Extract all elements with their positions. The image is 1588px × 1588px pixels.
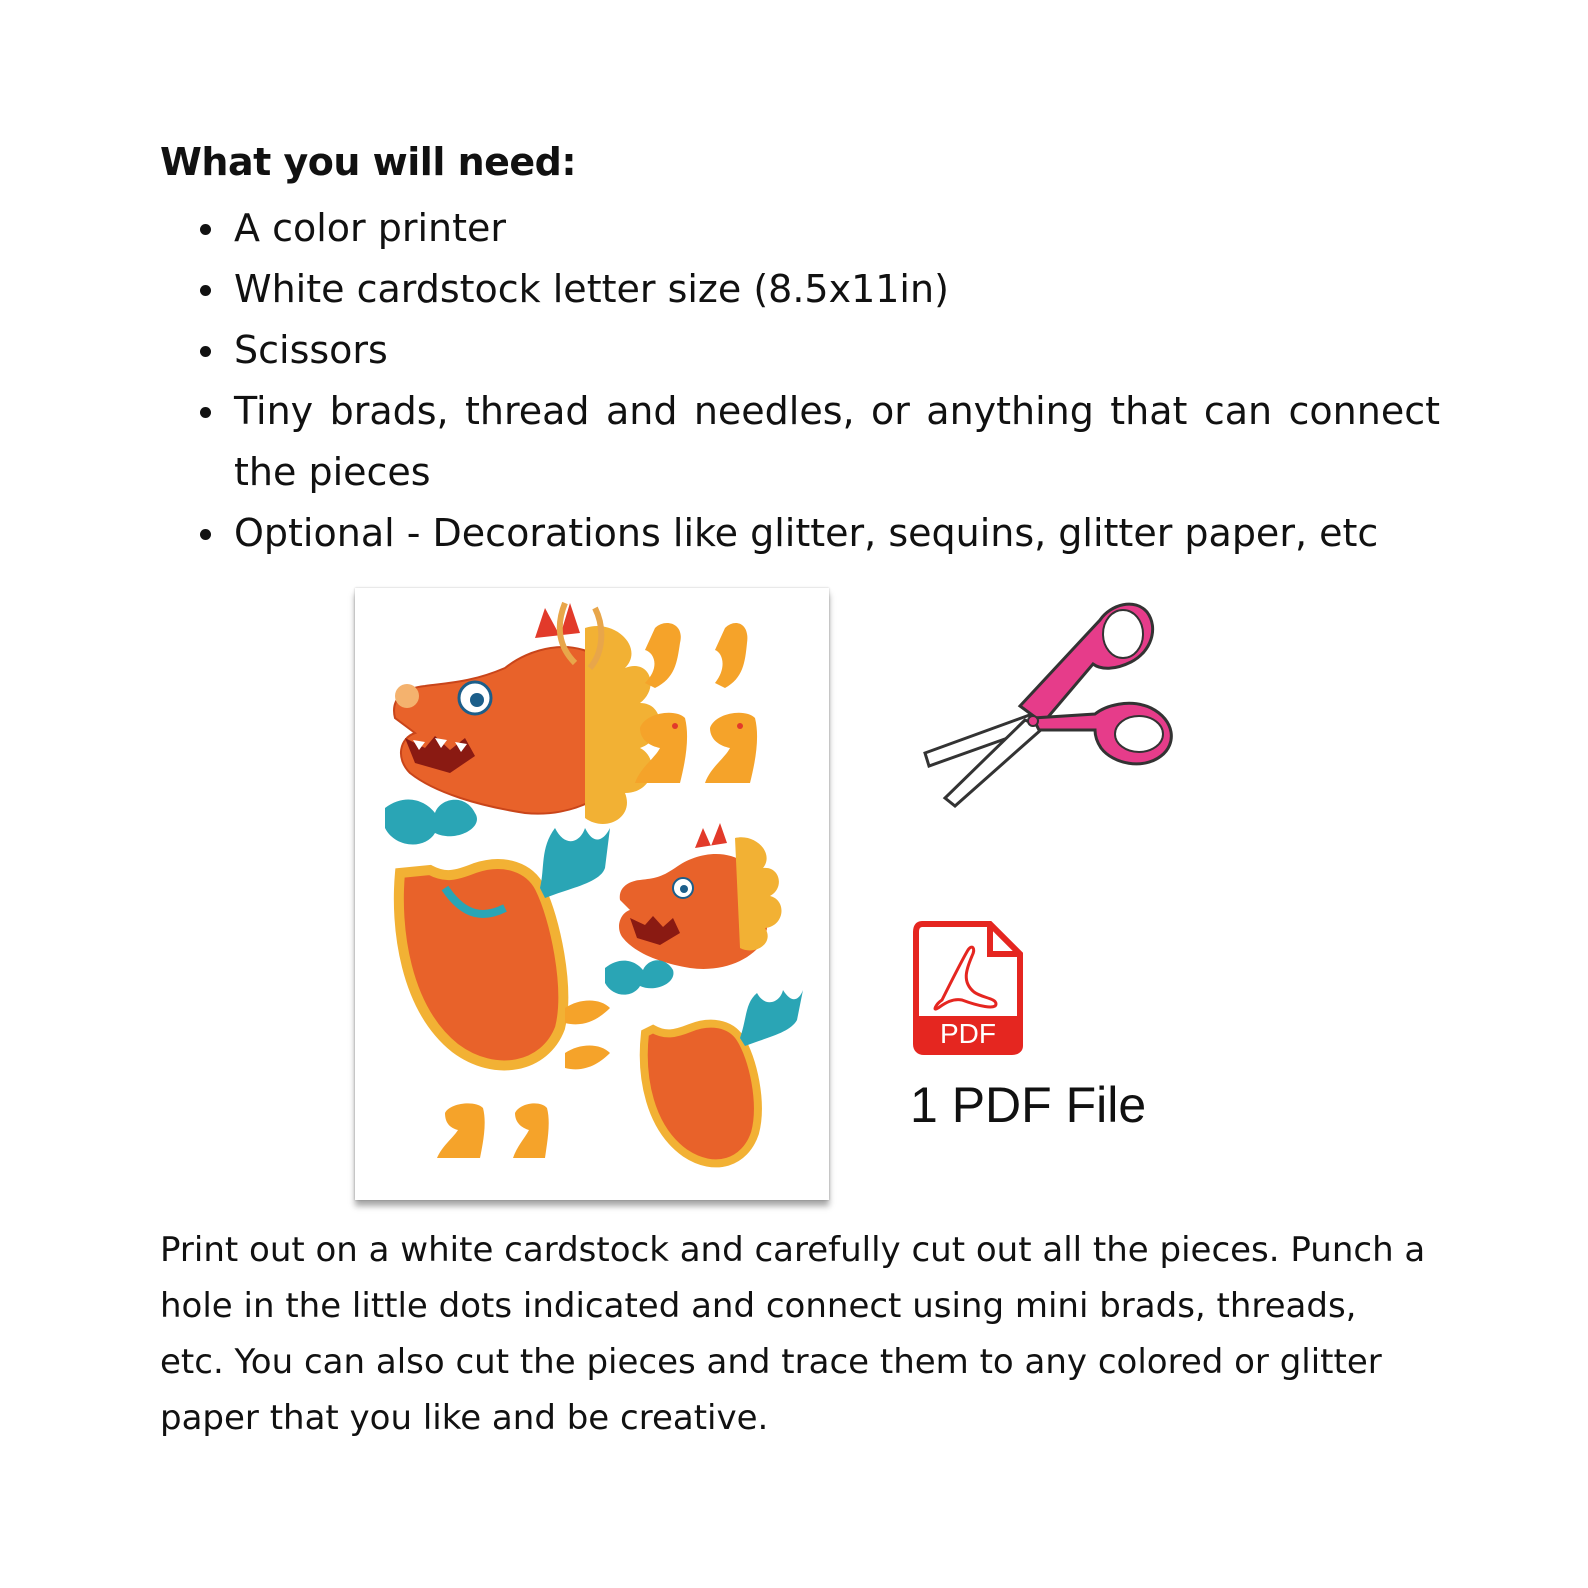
dragon-legs-bottom [437,1103,549,1158]
dragon-head-small [605,823,781,995]
bullet-icon [200,346,211,357]
pdf-label: PDF [940,1018,996,1049]
bullet-icon [200,529,211,540]
dragon-head-large [385,603,660,844]
list-item: Optional - Decorations like glitter, sequins, glitter paper, etc [200,503,1440,564]
dragon-body-small [644,990,803,1163]
supplies-list [200,198,1440,564]
pdf-file-icon [912,920,1024,1056]
bullet-icon [200,285,211,296]
dragon-body-large [399,828,610,1065]
scissors-icon [915,588,1215,818]
pdf-file-caption: 1 PDF File [910,1077,1147,1133]
list-item: White cardstock letter size (8.5x11in) [200,259,1440,320]
list-item: Scissors [200,320,1440,381]
printable-sheet-preview [355,588,829,1200]
section-heading: What you will need: [160,140,577,184]
dragon-pieces-illustration [355,588,829,1200]
dragon-connectors [565,1001,610,1070]
list-item: A color printer [200,198,1440,259]
instructions-paragraph: Print out on a white cardstock and carefully cut out all the pieces. Punch a hole in the little dots indicated and connect using mini brads, threads, etc. You can also cut the pieces and trace them to any colored or glitter paper that you like and be creative. [160,1230,1426,1438]
dragon-legs-top [635,623,757,783]
bullet-icon [200,407,211,418]
bullet-icon [200,224,211,235]
list-item: Tiny brads, thread and needles, or anything that can connect the pieces [200,381,1440,503]
